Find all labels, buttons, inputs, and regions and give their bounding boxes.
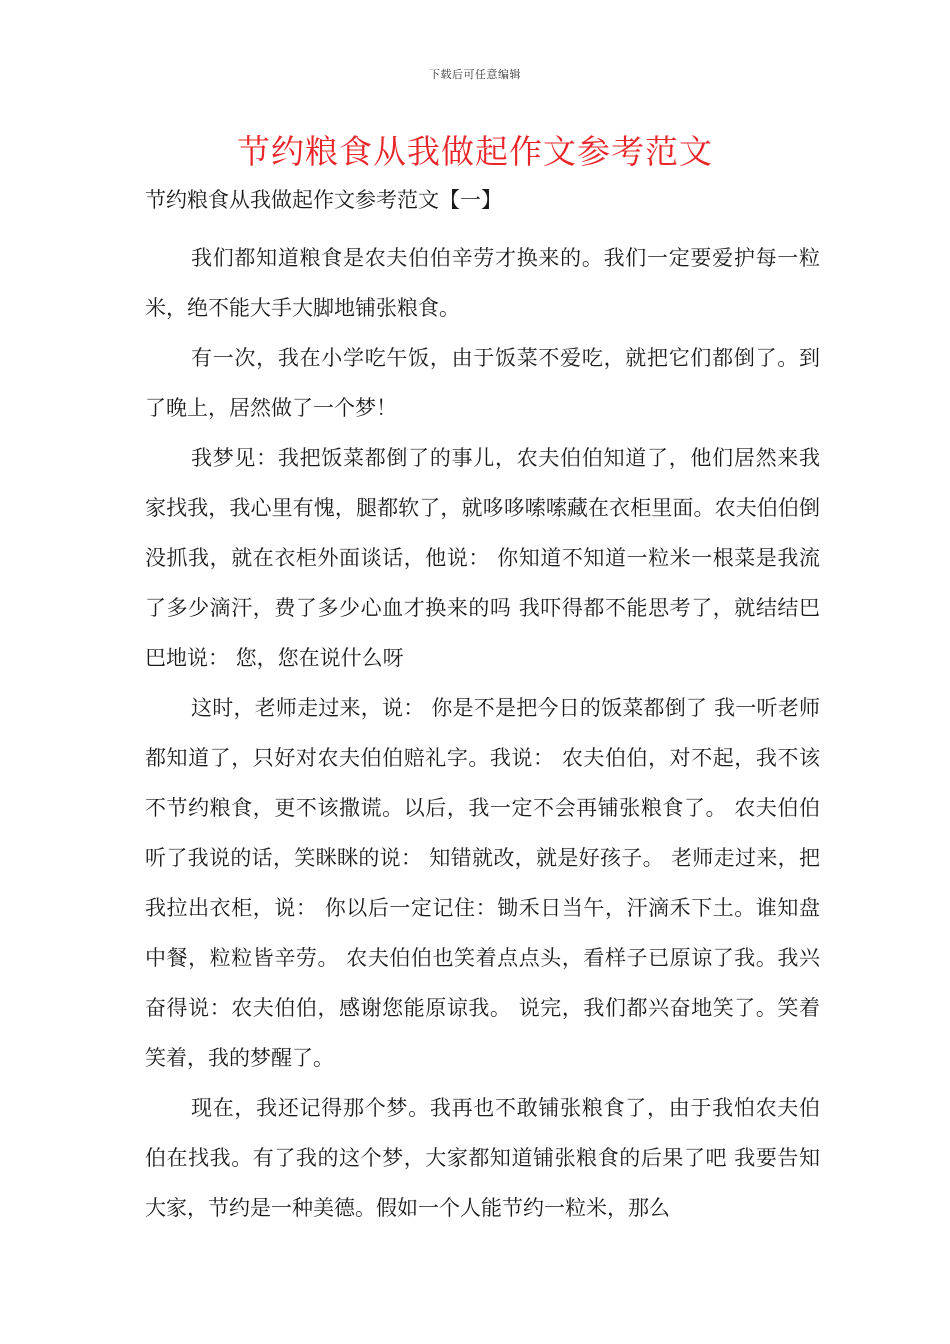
header-note: 下载后可任意编辑: [429, 68, 521, 81]
essay-body: [145, 233, 820, 1233]
paragraph: 我梦见：我把饭菜都倒了的事儿，农夫伯伯知道了，他们居然来我家找我，我心里有愧，腿都软了，就哆哆嗦嗦藏在衣柜里面。农夫伯伯倒没抓我，就在衣柜外面谈话，他说： 你知道不知道一粒米一根菜是我流了多少滴汗，费了多少心血才换来的吗 我吓得都不能思考了，就结结巴巴地说： 您，您在说什么呀: [145, 446, 820, 670]
document-title: 节约粮食从我做起作文参考范文: [237, 132, 713, 171]
section-subtitle: 节约粮食从我做起作文参考范文【一】: [145, 188, 502, 212]
paragraph: 我们都知道粮食是农夫伯伯辛劳才换来的。我们一定要爱护每一粒米，绝不能大手大脚地铺张粮食。: [145, 246, 820, 320]
paragraph: 有一次，我在小学吃午饭，由于饭菜不爱吃，就把它们都倒了。到了晚上，居然做了一个梦！: [145, 346, 820, 420]
paragraph: 这时，老师走过来，说： 你是不是把今日的饭菜都倒了 我一听老师都知道了，只好对农夫伯伯赔礼字。我说： 农夫伯伯，对不起，我不该不节约粮食，更不该撒谎。以后，我一定不会再铺张粮食了。 农夫伯伯听了我说的话，笑眯眯的说： 知错就改，就是好孩子。 老师走过来，把我拉出衣柜，说： 你以后一定记住：锄禾日当午，汗滴禾下土。谁知盘中餐，粒粒皆辛劳。 农夫伯伯也笑着点点头，看样子已原谅了我。我兴奋得说：农夫伯伯，感谢您能原谅我。 说完，我们都兴奋地笑了。笑着笑着，我的梦醒了。: [145, 696, 820, 1070]
paragraph: 现在，我还记得那个梦。我再也不敢铺张粮食了，由于我怕农夫伯伯在找我。有了我的这个梦，大家都知道铺张粮食的后果了吧 我要告知大家，节约是一种美德。假如一个人能节约一粒米，那么: [145, 1096, 820, 1220]
